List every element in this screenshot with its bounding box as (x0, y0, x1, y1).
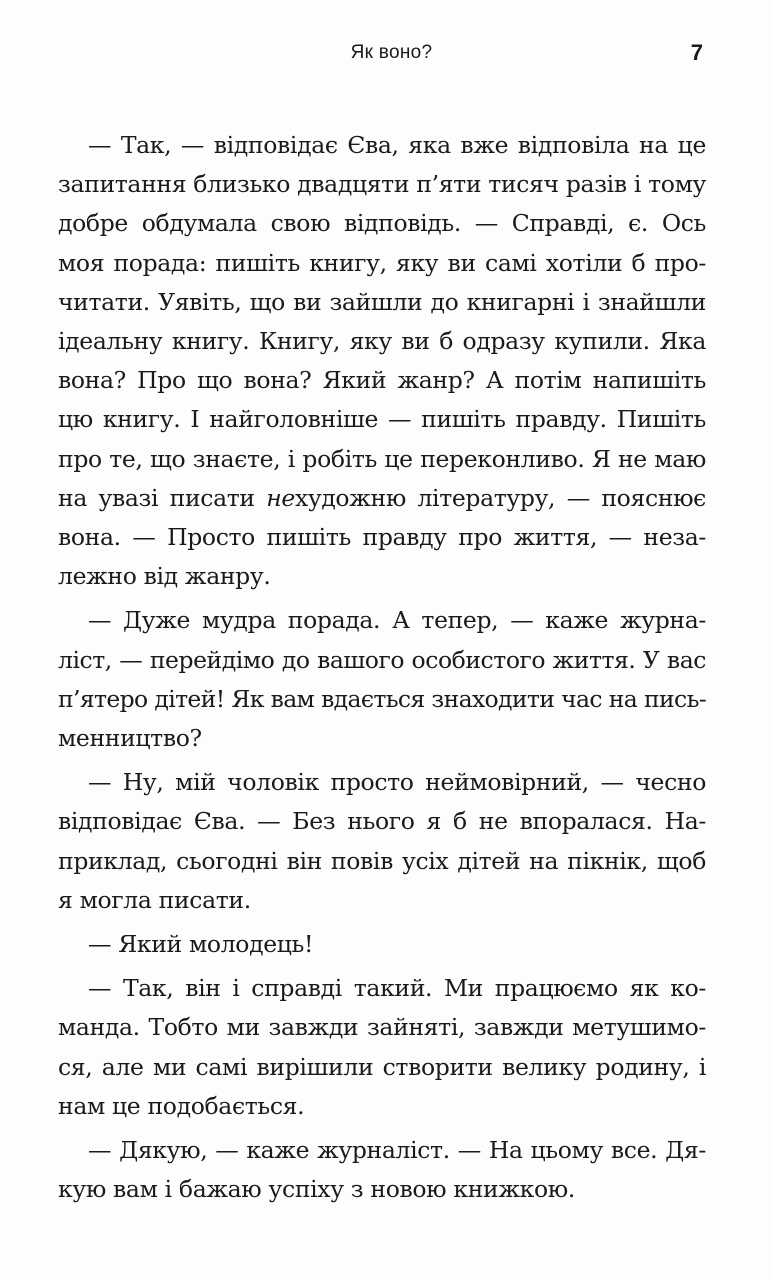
paragraph (58, 1131, 706, 1209)
paragraph (58, 925, 706, 964)
text-line: я могла писати. (58, 885, 251, 914)
text-line: ся, але ми самі вирішили створити велику родину, і (58, 1052, 706, 1081)
text-line: — Ну, мій чоловік просто неймовірний, — чесно (88, 768, 706, 797)
italic-emphasis: не (266, 483, 295, 512)
text-line: — Який молодець! (88, 930, 314, 959)
running-head (80, 42, 703, 72)
text-line: вона? Про що вона? Який жанр? А потім напишіть (58, 366, 706, 395)
text-line: лежно від жанру. (58, 562, 271, 591)
text-line: читати. Уявіть, що ви зайшли до книгарні і знайшли (58, 287, 706, 316)
paragraph (58, 601, 706, 758)
text-segment: художню літературу, — пояснює (294, 483, 706, 512)
paragraph (58, 126, 706, 596)
text-line: ідеальну книгу. Книгу, яку ви б одразу купили. Яка (58, 327, 706, 356)
page-number: 7 (690, 40, 703, 65)
text-line: — Дякую, — каже журналіст. — На цьому все. Дя- (88, 1136, 706, 1165)
text-line: приклад, сьогодні він повів усіх дітей на пікнік, щоб (58, 846, 706, 875)
text-line: запитання близько двадцяти п’яти тисяч разів і тому (58, 170, 706, 199)
text-line: про те, що знаєте, і робіть це переконливо. Я не маю (58, 444, 706, 473)
text-line: — Так, — відповідає Єва, яка вже відповіла на це (88, 131, 706, 159)
text-line: вона. — Просто пишіть правду про життя, — неза- (58, 523, 706, 552)
text-line: моя порада: пишіть книгу, яку ви самі хотіли б про- (58, 248, 706, 277)
text-segment: на увазі писати (58, 483, 267, 512)
text-line: п’ятеро дітей! Як вам вдається знаходити час на пись- (58, 684, 706, 713)
text-line: — Так, він і справді такий. Ми працюємо як ко- (88, 974, 706, 1003)
text-line: менництво? (58, 724, 202, 753)
text-line: кую вам і бажаю успіху з новою книжкою. (58, 1175, 576, 1204)
body-text (58, 126, 706, 1214)
text-line-with-emphasis (58, 479, 706, 518)
paragraph (58, 969, 706, 1126)
text-line: цю книгу. І найголовніше — пишіть правду. Пишіть (58, 405, 706, 434)
text-line: — Дуже мудра порада. А тепер, — каже журна- (88, 606, 706, 635)
running-title: Як воно? (350, 42, 433, 63)
text-line: ліст, — перейдімо до вашого особистого життя. У вас (58, 645, 706, 674)
paragraph (58, 763, 706, 920)
text-line: манда. Тобто ми завжди зайняті, завжди метушимо- (58, 1013, 706, 1042)
text-line: нам це подобається. (58, 1091, 305, 1120)
text-line: добре обдумала свою відповідь. — Справді, є. Ось (58, 209, 706, 238)
text-line: відповідає Єва. — Без нього я б не впоралася. На- (58, 807, 706, 836)
